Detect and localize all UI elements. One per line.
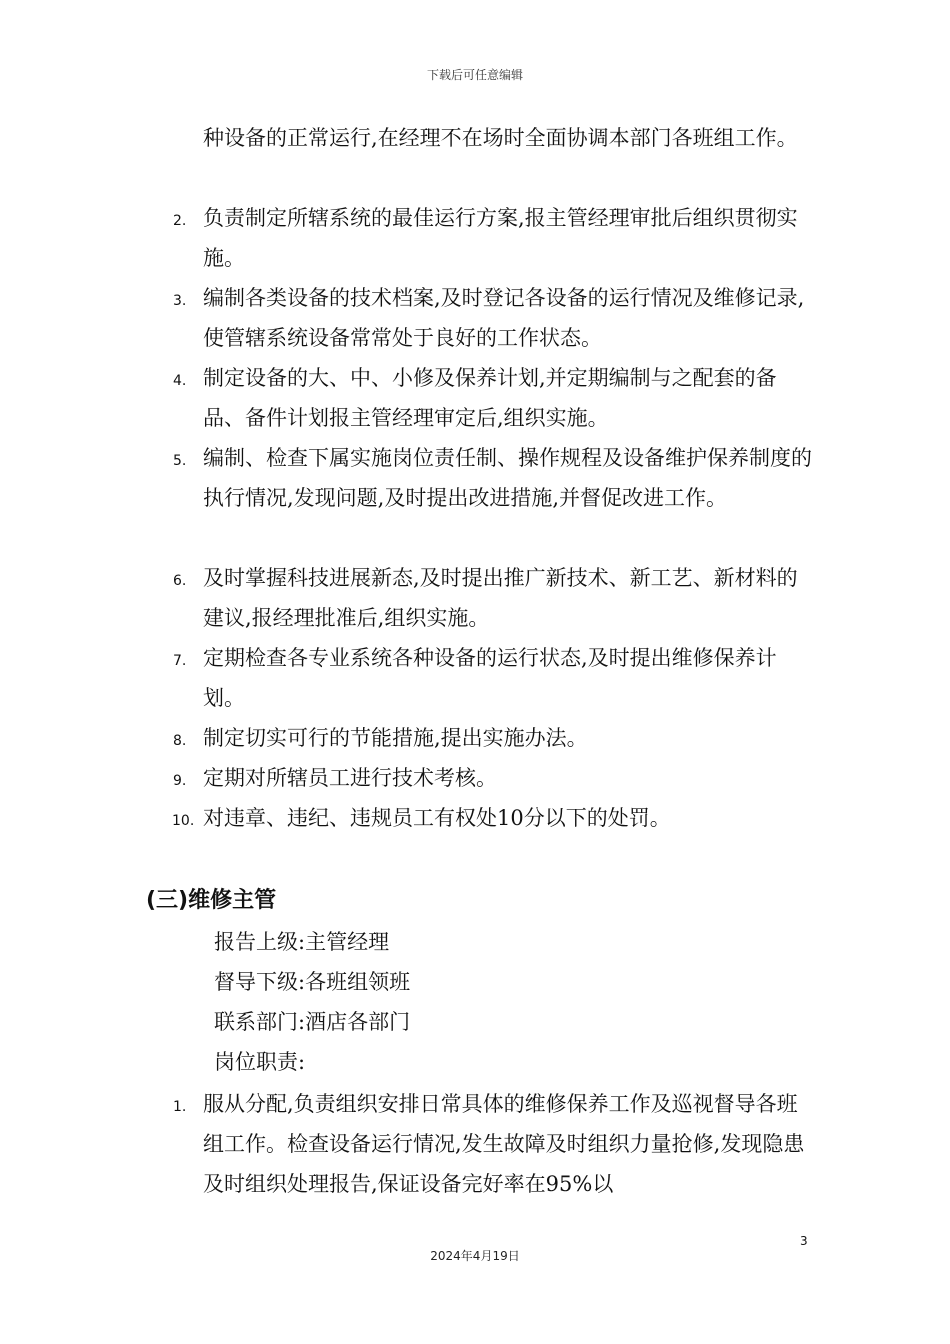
page-number: 3 (800, 1234, 808, 1248)
list-item (0, 798, 813, 838)
list-item (0, 638, 813, 718)
report-to-line: 报告上级:主管经理 (214, 930, 390, 954)
list-item-text: 定期检查各专业系统各种设备的运行状态,及时提出维修保养计划。 (203, 646, 777, 710)
list-item-number: 3. (173, 293, 187, 309)
list-item (0, 198, 813, 278)
position-info (214, 922, 410, 1082)
list-item-text: 负责制定所辖系统的最佳运行方案,报主管经理审批后组织贯彻实施。 (203, 206, 798, 270)
list-item (0, 1084, 813, 1204)
continuation-paragraph: 种设备的正常运行,在经理不在场时全面协调本部门各班组工作。 (203, 126, 798, 150)
list-item-number: 4. (173, 373, 187, 389)
list-item-number: 5. (173, 453, 187, 469)
list-item-text: 编制、检查下属实施岗位责任制、操作规程及设备维护保养制度的执行情况,发现问题,及时提出改进措施,并督促改进工作。 (203, 446, 812, 510)
list-item-text: 定期对所辖员工进行技术考核。 (203, 766, 497, 790)
contact-line: 联系部门:酒店各部门 (214, 1010, 411, 1034)
list-item-text: 及时掌握科技进展新态,及时提出推广新技术、新工艺、新材料的建议,报经理批准后,组织实施。 (203, 566, 798, 630)
duty-list-maintenance-supervisor (0, 1084, 950, 1204)
list-item (0, 558, 813, 638)
list-item-number: 6. (173, 573, 187, 589)
list-item-number: 8. (173, 733, 187, 749)
footer-date: 2024年4月19日 (430, 1249, 520, 1263)
list-item (0, 758, 813, 798)
list-item-number: 9. (173, 773, 187, 789)
list-item (0, 278, 813, 358)
list-item-text: 编制各类设备的技术档案,及时登记各设备的运行情况及维修记录,使管辖系统设备常常处于良好的工作状态。 (203, 286, 805, 350)
list-item-text: 对违章、违纪、违规员工有权处10分以下的处罚。 (203, 806, 671, 830)
list-item-number: 7. (173, 653, 187, 669)
list-item-text: 制定切实可行的节能措施,提出实施办法。 (203, 726, 588, 750)
list-item-number: 2. (173, 213, 187, 229)
list-item-number: 1. (173, 1099, 187, 1115)
list-item (0, 718, 813, 758)
list-item-text: 服从分配,负责组织安排日常具体的维修保养工作及巡视督导各班组工作。检查设备运行情况,发生故障及时组织力量抢修,发现隐患及时组织处理报告,保证设备完好率在95%以 (203, 1092, 805, 1196)
duty-list-supervisor (0, 198, 950, 838)
list-item (0, 358, 813, 438)
list-item-number: 10. (172, 813, 195, 829)
duties-label: 岗位职责: (214, 1050, 306, 1074)
supervise-line: 督导下级:各班组领班 (214, 970, 411, 994)
page-header: 下载后可任意编辑 (426, 68, 523, 82)
section-title: (三)维修主管 (146, 888, 277, 913)
list-item (0, 438, 813, 558)
list-item-text: 制定设备的大、中、小修及保养计划,并定期编制与之配套的备品、备件计划报主管经理审定后,组织实施。 (203, 366, 777, 430)
